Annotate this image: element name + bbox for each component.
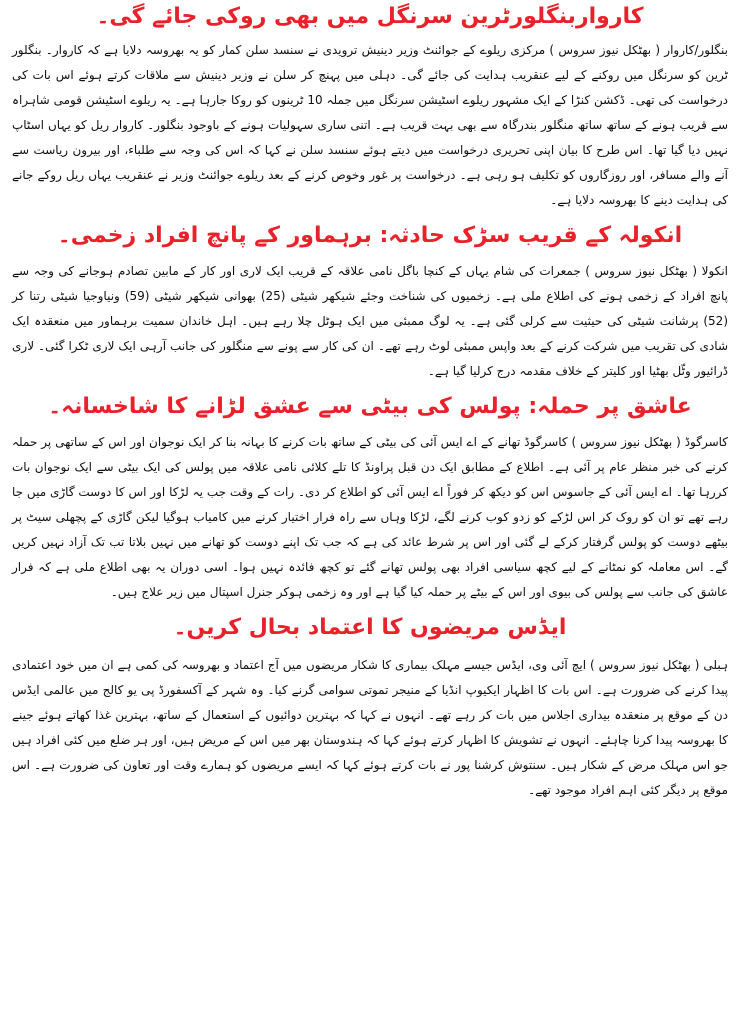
article-aids-patients [0,611,740,803]
article-body: کاسرگوڈ ( بھٹکل نیوز سروس ) کاسرگوڈ تھانے کے اے ایس آئی کی بیٹی کے ساتھ بات کرنے کا بہانہ بنا کر ایک نوجوان اور اس کے ساتھی پر حملہ کرنے کی خبر منظر عام پر آئی ہے۔ اطلاع کے مطابق ایک دن قبل پراونڈ کا تلے کلائی نامی علاقہ میں پولس کی ایک بیٹی سے ایک نوجوان بات کررہا تھا۔ اے ایس آئی کے جاسوس اس کو دیکھ کر فوراً اے ایس آئی کو اطلاع کر دی۔ رات کے وقت جب یہ لڑکا اور اس کا دوست گاڑی میں جا رہے تھے تو ان کو روک کر اس لڑکے کو زدو کوب کرنے لگے، لڑکا وہاں سے راہ فرار اختیار کرنے میں کامیاب ہوگیا لیکن گاڑی کے پچھلی سیٹ پر بیٹھے دوست کو پولس گرفتار کرکے لے گئی اور اس پر شرط عائد کی ہے کہ جب تک اپنے دوست کو تھانے میں نہیں بلاتا تب تک آزاد نہیں کریں گے۔ اس معاملہ کو نمٹانے کے لیے کچھ سیاسی افراد بھی پولس تھانے گئے تو کچھ فائدہ نہیں ہوا۔ اسی دوران یہ بھی اطلاع ملی ہے کہ فرار عاشق کی جانب سے پولس کی بیوی اور اس کے بیٹے پر حملہ کیا گیا ہے اور وہ زخمی ہوکر جنرل اسپتال میں زیر علاج ہیں۔ [12,435,728,599]
article-body: انکولا ( بھٹکل نیوز سروس ) جمعرات کی شام یہاں کے کنچا باگل نامی علاقہ کے قریب ایک لاری اور کار کے مابین تصادم ہوجانے کی وجہ سے پانچ افراد کے زخمی ہونے کی اطلاع ملی ہے۔ زخمیوں کی شناخت وجئے شیکھر شیٹی (25) بھوانی شیکھر شیٹی (59) ونیاوجیا شیٹی رتنا کر (52) پرشانت شیٹی کی حیثیت سے کرلی گئی ہے۔ یہ لوگ ممبئی میں ایک ہوٹل چلا رہے ہیں۔ اہل خاندان سمیت برہماور میں منعقدہ ایک شادی کی تقریب میں شرکت کرنے کے بعد واپس ممبئی لوٹ رہے تھے۔ ان کی کار سے پونے سے منگلور کی جانب آرہی ایک لاری ٹکرا گئی۔ لاری ڈرائیور وٹّل بھٹیا اور کلیتر کے خلاف مقدمہ درج کرلیا گیا ہے۔ [12,264,728,378]
article-headline: ایڈس مریضوں کا اعتماد بحال کریں۔ [173,615,567,640]
article-body: بنگلور/کاروار ( بھٹکل نیوز سروس ) مرکزی ریلوے کے جوائنٹ وزیر دینیش ترویدی نے سنسد سلن کمار کو یہ بھروسہ دلایا ہے کہ کاروار۔ بنگلور ٹرین کو سرنگل میں روکنے کے لیے عنقریب ہدایت کی جائے گی۔ دہلی میں پہنچ کر سلن نے وزیر دینیش سے ملاقات کرتے ہوئے اس بات کی درخواست کی تھی۔ ڈکشن کنڑا کے ایک مشہور ریلوے اسٹیشن سرنگل میں جملہ 10 ٹرینوں کو روکا جارہا ہے۔ یہ ریلوے اسٹیشن قومی شاہراہ سے قریب ہونے کے ساتھ ساتھ منگلور بندرگاہ سے بھی بہت قریب ہے۔ اتنی ساری سہولیات ہونے کے باوجود بنگلور۔ کاروار ریل کو یہاں اسٹاپ نہیں دیا گیا تھا۔ اس طرح کا بیان اپنی تحریری درخواست میں دیتے ہوئے سنسد سلن نے کہا کہ اس کی وجہ سے طلباء، اور بیرون ریاست سے آنے والے مسافر، اور روزگاروں کو تکلیف ہو رہی ہے۔ درخواست پر غور وخوص کرنے کے بعد ریلوے جوائنٹ وزیر نے عنقریب یہاں ریل روکے جانے کی ہدایت دینے کا بھروسہ دلایا ہے۔ [12,43,729,207]
article-body: ہبلی ( بھٹکل نیوز سروس ) ایچ آئی وی، ایڈس جیسے مہلک بیماری کا شکار مریضوں میں آج اعتماد و بھروسہ کی کمی ہے ان میں خود اعتمادی پیدا کرنے کی ضرورت ہے۔ اس بات کا اظہار ایکیوپ انڈیا کے منیجر تموتی سوامی گرنے کیا۔ وہ شہر کے آکسفورڈ پی یو کالج میں عالمی ایڈس دن کے موقع پر منعقدہ بیداری اجلاس میں بات کر رہے تھے۔ انہوں نے کہا کہ بہترین دوائیوں کے استعمال کے ساتھ، بہترین غذا کھاتے ہوئے جینے کا بھروسہ پیدا کرنا چاہئے۔ انہوں نے تشویش کا اظہار کرتے ہوئے کہا کہ ہندوستان بھر میں اس کے مریض ہیں، اور ہر ضلع میں کئی افراد ہیں جو اس مہلک مرض کے شکار ہیں۔ سنتوش کرشنا پور نے بات کرتے ہوئے کہا کہ ایسے مریضوں کو ہمارے وقت اور تعاون کی ضرورت ہے۔ اس موقع پر دیگر کئی اہم افراد موجود تھے۔ [12,658,728,797]
article-headline: عاشق پر حملہ: پولس کی بیٹی سے عشق لڑانے کا شاخسانہ۔ [48,394,692,419]
article-road-accident [0,219,740,384]
article-train-stop [0,0,740,213]
article-headline: کارواربنگلورٹرین سرنگل میں بھی روکی جائے گی۔ [96,4,644,29]
article-headline: انکولہ کے قریب سڑک حادثہ: برہماور کے پانچ افراد زخمی۔ [57,223,683,248]
article-lover-attack [0,390,740,605]
